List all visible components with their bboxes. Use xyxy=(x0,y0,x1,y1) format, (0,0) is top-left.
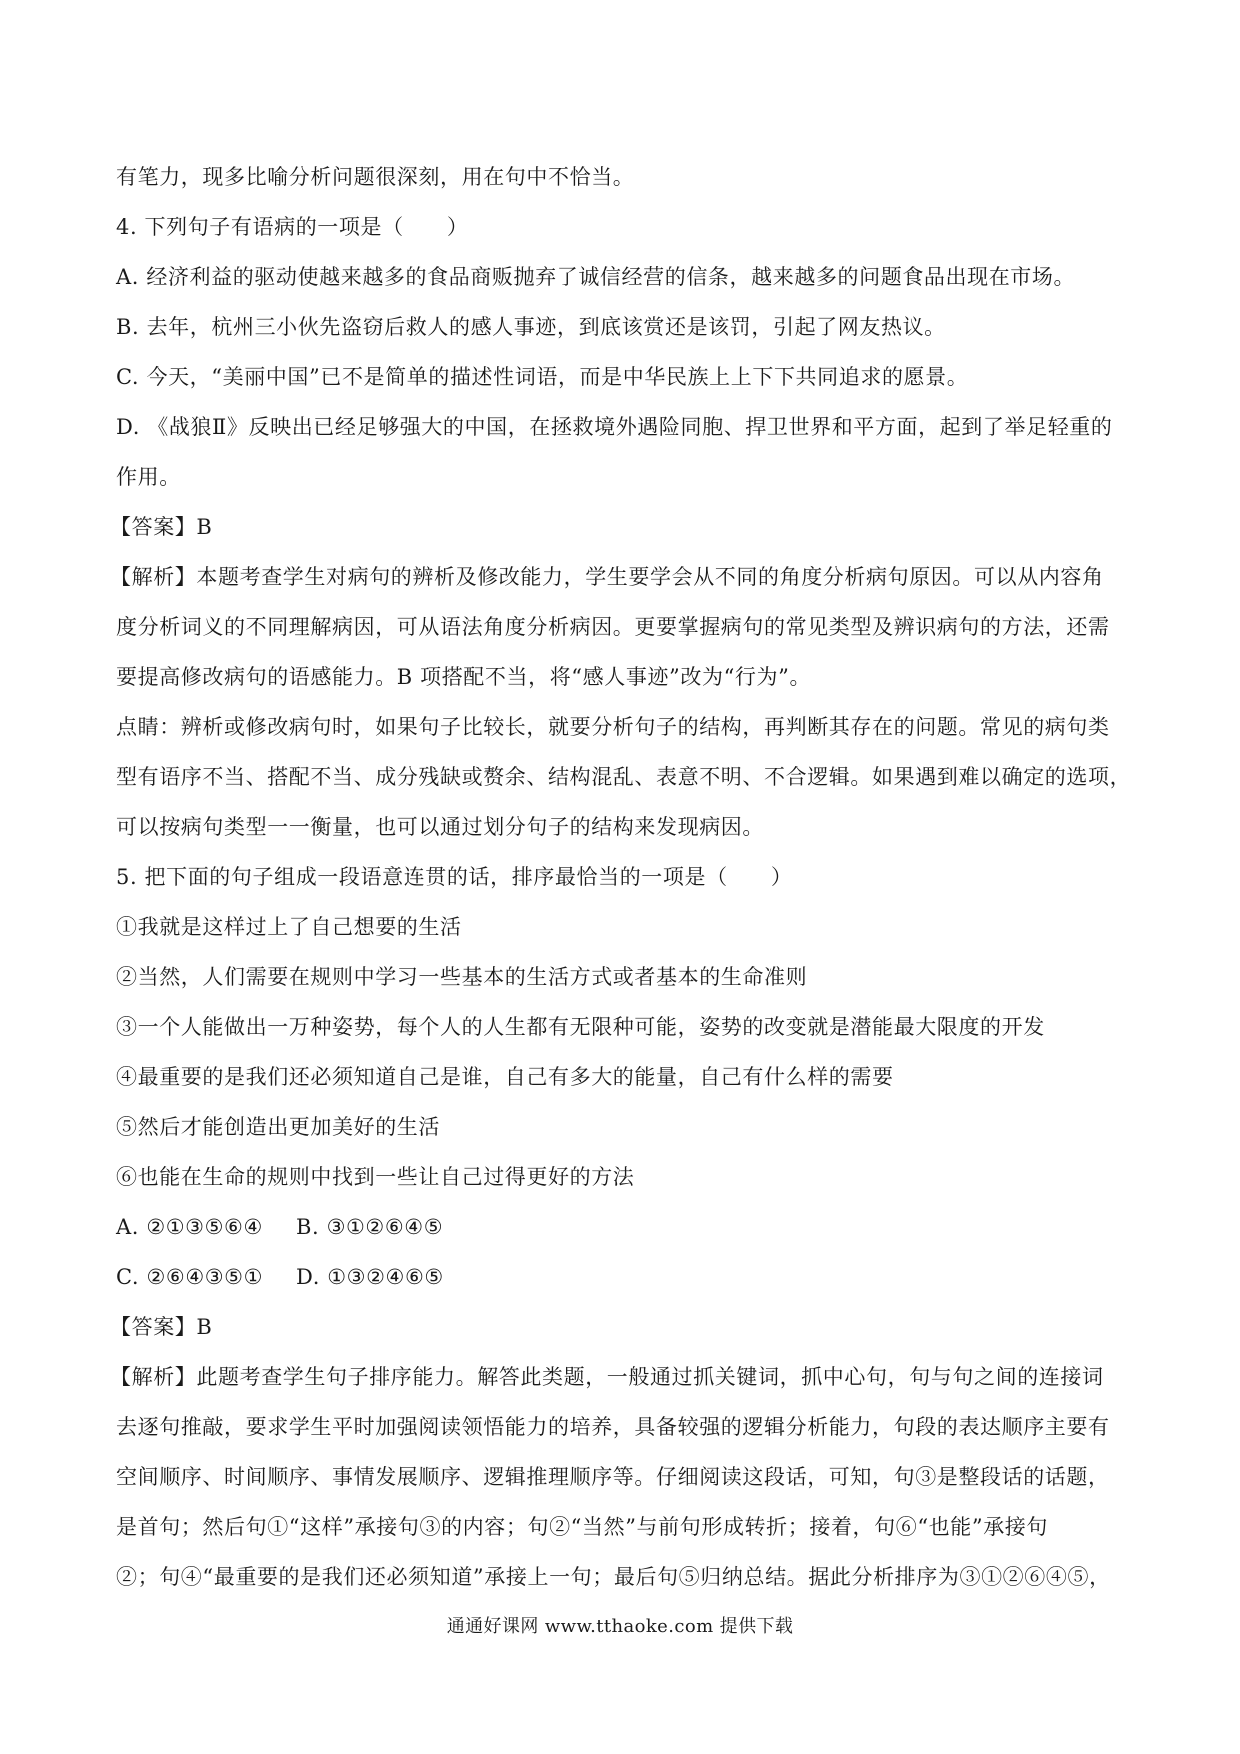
question-5-analysis-line: 【解析】此题考查学生句子排序能力。解答此类题，一般通过抓关键词，抓中心句，句与句之间的连接词 xyxy=(110,1365,1104,1389)
question-4-tip-line: 点睛：辨析或修改病句时，如果句子比较长，就要分析句子的结构，再判断其存在的问题。常见的病句类 xyxy=(116,715,1110,739)
question-5-analysis-line: ②；句④“最重要的是我们还必须知道”承接上一句；最后句⑤归纳总结。据此分析排序为③①②⑥④⑤， xyxy=(116,1565,1111,1589)
question-5-sentence-5: ⑤然后才能创造出更加美好的生活 xyxy=(116,1115,440,1139)
question-5-option-d: D. ①③②④⑥⑤ xyxy=(296,1265,444,1289)
question-5-analysis-line: 去逐句推敲，要求学生平时加强阅读领悟能力的培养，具备较强的逻辑分析能力，句段的表达顺序主要有 xyxy=(116,1415,1110,1439)
question-4-answer: 【答案】B xyxy=(110,515,213,539)
question-5-options-row xyxy=(116,1252,1132,1302)
question-4-analysis-line: 度分析词义的不同理解病因，可从语法角度分析病因。更要掌握病句的常见类型及辨识病句的方法，还需 xyxy=(116,615,1110,639)
question-4-tip-line: 型有语序不当、搭配不当、成分残缺或赘余、结构混乱、表意不明、不合逻辑。如果遇到难以确定的选项， xyxy=(116,765,1132,789)
question-5-option-a: A. ②①③⑤⑥④ xyxy=(116,1215,263,1239)
document-body xyxy=(110,152,1132,1602)
question-5-sentence-2: ②当然，人们需要在规则中学习一些基本的生活方式或者基本的生命准则 xyxy=(116,965,808,989)
question-4-stem: 4. 下列句子有语病的一项是（ ） xyxy=(116,215,469,239)
question-5-sentence-3: ③一个人能做出一万种姿势，每个人的人生都有无限种可能，姿势的改变就是潜能最大限度的开发 xyxy=(116,1015,1045,1039)
question-5-answer: 【答案】B xyxy=(110,1315,213,1339)
question-5-analysis-line: 空间顺序、时间顺序、事情发展顺序、逻辑推理顺序等。仔细阅读这段话，可知，句③是整段话的话题， xyxy=(116,1465,1110,1489)
question-4-option-a: A. 经济利益的驱动使越来越多的食品商贩抛弃了诚信经营的信条，越来越多的问题食品出现在市场。 xyxy=(116,265,1076,289)
question-5-option-c: C. ②⑥④③⑤① xyxy=(116,1265,264,1289)
question-4-tip-line: 可以按病句类型一一衡量，也可以通过划分句子的结构来发现病因。 xyxy=(116,815,764,839)
question-5-sentence-1: ①我就是这样过上了自己想要的生活 xyxy=(116,915,462,939)
question-4-option-d-cont: 作用。 xyxy=(116,465,181,489)
page-footer: 通通好课网 www.tthaoke.com 提供下载 xyxy=(446,1616,794,1637)
question-5-stem: 5. 把下面的句子组成一段语意连贯的话，排序最恰当的一项是（ ） xyxy=(116,865,793,889)
question-4-option-c: C. 今天，“美丽中国”已不是简单的描述性词语，而是中华民族上上下下共同追求的愿景。 xyxy=(116,365,969,389)
text-line: 有笔力，现多比喻分析问题很深刻，用在句中不恰当。 xyxy=(116,165,635,189)
question-5-analysis-line: 是首句；然后句①“这样”承接句③的内容；句②“当然”与前句形成转折；接着，句⑥“也能”承接句 xyxy=(116,1515,1049,1539)
question-5-options-row xyxy=(116,1202,1132,1252)
question-5-sentence-4: ④最重要的是我们还必须知道自己是谁，自己有多大的能量，自己有什么样的需要 xyxy=(116,1065,894,1089)
question-5-option-b: B. ③①②⑥④⑤ xyxy=(296,1215,444,1239)
question-4-analysis-line: 要提高修改病句的语感能力。B 项搭配不当，将“感人事迹”改为“行为”。 xyxy=(116,665,812,689)
question-4-analysis-line: 【解析】本题考查学生对病句的辨析及修改能力，学生要学会从不同的角度分析病句原因。可以从内容角 xyxy=(110,565,1104,589)
question-4-option-d: D. 《战狼Ⅱ》反映出已经足够强大的中国，在拯救境外遇险同胞、捍卫世界和平方面，起到了举足轻重的 xyxy=(116,415,1113,439)
question-5-sentence-6: ⑥也能在生命的规则中找到一些让自己过得更好的方法 xyxy=(116,1165,635,1189)
question-4-option-b: B. 去年，杭州三小伙先盗窃后救人的感人事迹，到底该赏还是该罚，引起了网友热议。 xyxy=(116,315,946,339)
